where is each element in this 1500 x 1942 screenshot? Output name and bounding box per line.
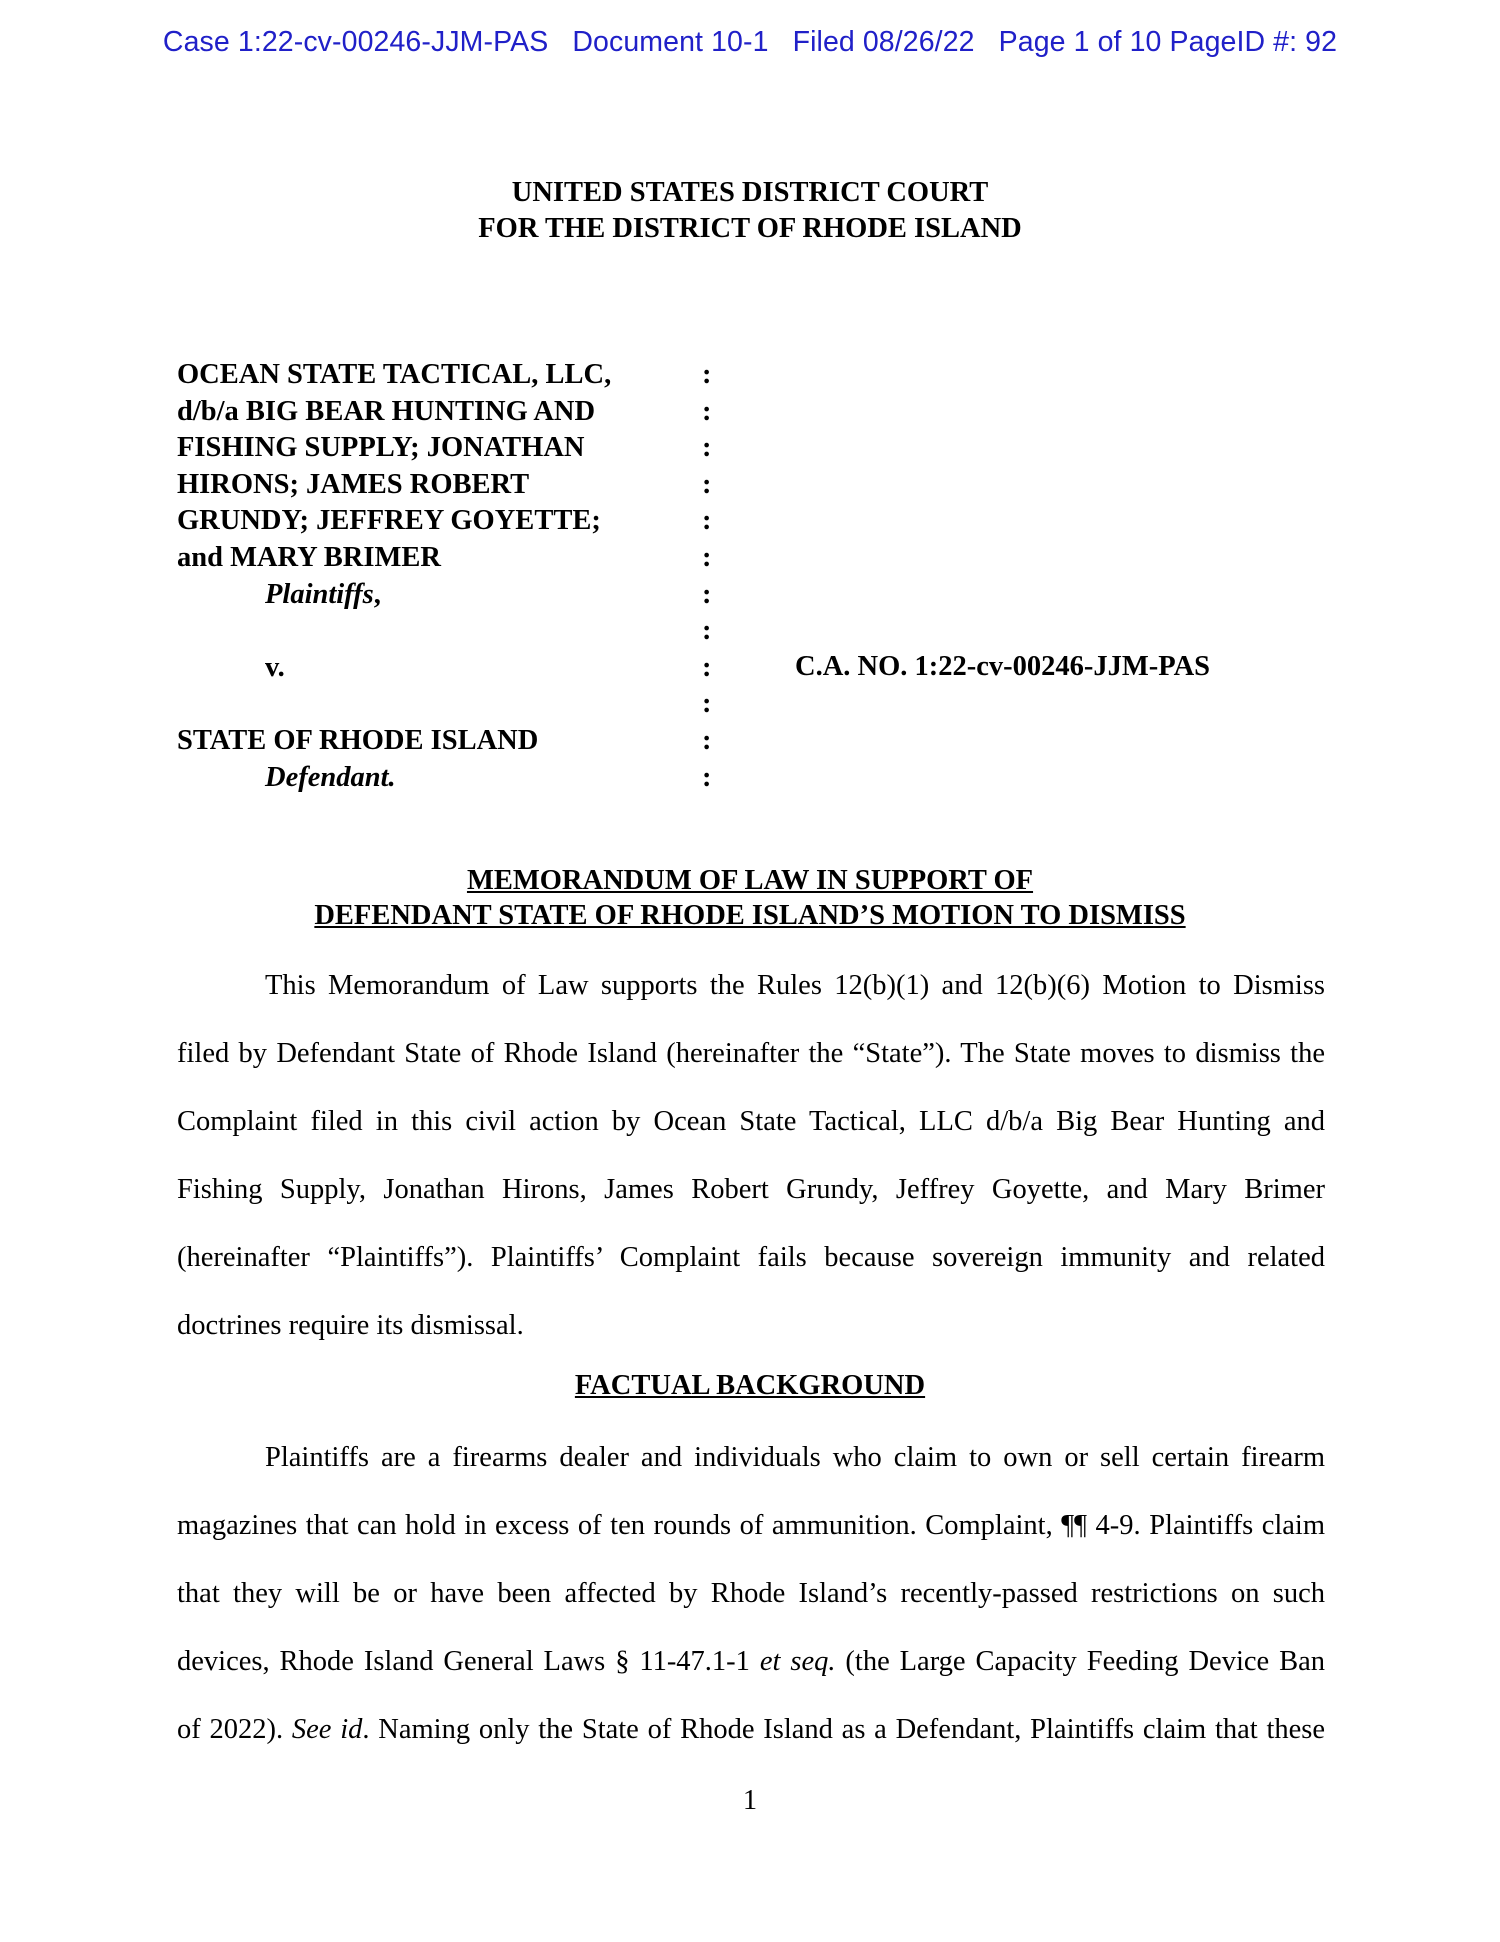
caption-colon: : bbox=[702, 505, 712, 537]
citation-italic: See id bbox=[291, 1714, 363, 1745]
court-title bbox=[0, 175, 1500, 247]
caption-colon: : bbox=[702, 724, 712, 756]
paragraph-line: filed by Defendant State of Rhode Island (hereinafter the “State”). The State moves to dismiss the bbox=[177, 1038, 1325, 1069]
caption-colon: : bbox=[702, 432, 712, 464]
caption-colon: : bbox=[702, 761, 712, 793]
caption-colon: : bbox=[702, 578, 712, 610]
plaintiffs-label: Plaintiffs, bbox=[265, 578, 381, 610]
paragraph-line: Complaint filed in this civil action by Ocean State Tactical, LLC d/b/a Big Bear Hunting and bbox=[177, 1106, 1325, 1137]
case-caption-parties bbox=[177, 357, 611, 796]
memorandum-title bbox=[0, 863, 1500, 933]
plaintiff-line: OCEAN STATE TACTICAL, LLC, bbox=[177, 359, 612, 390]
plaintiff-line: HIRONS; JAMES ROBERT bbox=[177, 468, 530, 500]
paragraph-line: of 2022). See id. Naming only the State of Rhode Island as a Defendant, Plaintiffs claim that these bbox=[177, 1714, 1326, 1745]
plaintiff-line: d/b/a BIG BEAR HUNTING AND bbox=[177, 395, 596, 427]
memorandum-title-line1: MEMORANDUM OF LAW IN SUPPORT OF bbox=[466, 865, 1034, 896]
paragraph-line: (hereinafter “Plaintiffs”). Plaintiffs’ Complaint fails because sovereign immunity and related bbox=[177, 1242, 1325, 1273]
paragraph-line: Plaintiffs are a firearms dealer and individuals who claim to own or sell certain firearm bbox=[265, 1442, 1325, 1473]
defendant-name: STATE OF RHODE ISLAND bbox=[177, 724, 539, 756]
caption-spacer bbox=[177, 613, 611, 650]
court-title-line2: FOR THE DISTRICT OF RHODE ISLAND bbox=[478, 213, 1022, 244]
section-heading: FACTUAL BACKGROUND bbox=[574, 1370, 926, 1401]
paragraph-line: that they will be or have been affected by Rhode Island’s recently-passed restrictions on such bbox=[177, 1578, 1325, 1609]
caption-colon: : bbox=[702, 395, 712, 427]
defendant-label: Defendant. bbox=[265, 761, 396, 793]
paragraph-line: devices, Rhode Island General Laws § 11-47.1-1 et seq. (the Large Capacity Feeding Device Ban bbox=[177, 1646, 1326, 1677]
plaintiff-line: GRUNDY; JEFFREY GOYETTE; bbox=[177, 505, 601, 537]
caption-colon: : bbox=[702, 615, 712, 647]
background-paragraph bbox=[177, 1424, 1325, 1764]
plaintiff-line: FISHING SUPPLY; JONATHAN bbox=[177, 432, 585, 464]
memorandum-title-line2: DEFENDANT STATE OF RHODE ISLAND’S MOTION TO DISMISS bbox=[314, 900, 1186, 931]
versus-label: v. bbox=[265, 651, 285, 683]
caption-colon: : bbox=[702, 688, 712, 720]
caption-colon: : bbox=[702, 468, 712, 500]
paragraph-line: magazines that can hold in excess of ten rounds of ammunition. Complaint, ¶¶ 4-9. Plaintiffs claim bbox=[177, 1510, 1325, 1541]
intro-paragraph bbox=[177, 952, 1325, 1360]
case-number: C.A. NO. 1:22-cv-00246-JJM-PAS bbox=[795, 651, 1211, 682]
citation-italic: et seq. bbox=[759, 1646, 836, 1677]
caption-spacer bbox=[177, 686, 611, 723]
caption-colon: : bbox=[702, 359, 712, 390]
ecf-header-stamp: Case 1:22-cv-00246-JJM-PAS Document 10-1 Filed 08/26/22 Page 1 of 10 PageID #: 92 bbox=[162, 26, 1338, 58]
plaintiff-line: and MARY BRIMER bbox=[177, 541, 441, 573]
caption-colon-column bbox=[702, 357, 712, 796]
caption-colon: : bbox=[702, 541, 712, 573]
page-number: 1 bbox=[742, 1785, 758, 1816]
paragraph-line: Fishing Supply, Jonathan Hirons, James Robert Grundy, Jeffrey Goyette, and Mary Brimer bbox=[177, 1174, 1325, 1205]
paragraph-line: This Memorandum of Law supports the Rules 12(b)(1) and 12(b)(6) Motion to Dismiss bbox=[265, 970, 1325, 1001]
paragraph-line: doctrines require its dismissal. bbox=[177, 1310, 524, 1341]
caption-colon: : bbox=[702, 651, 712, 683]
court-title-line1: UNITED STATES DISTRICT COURT bbox=[511, 177, 989, 208]
